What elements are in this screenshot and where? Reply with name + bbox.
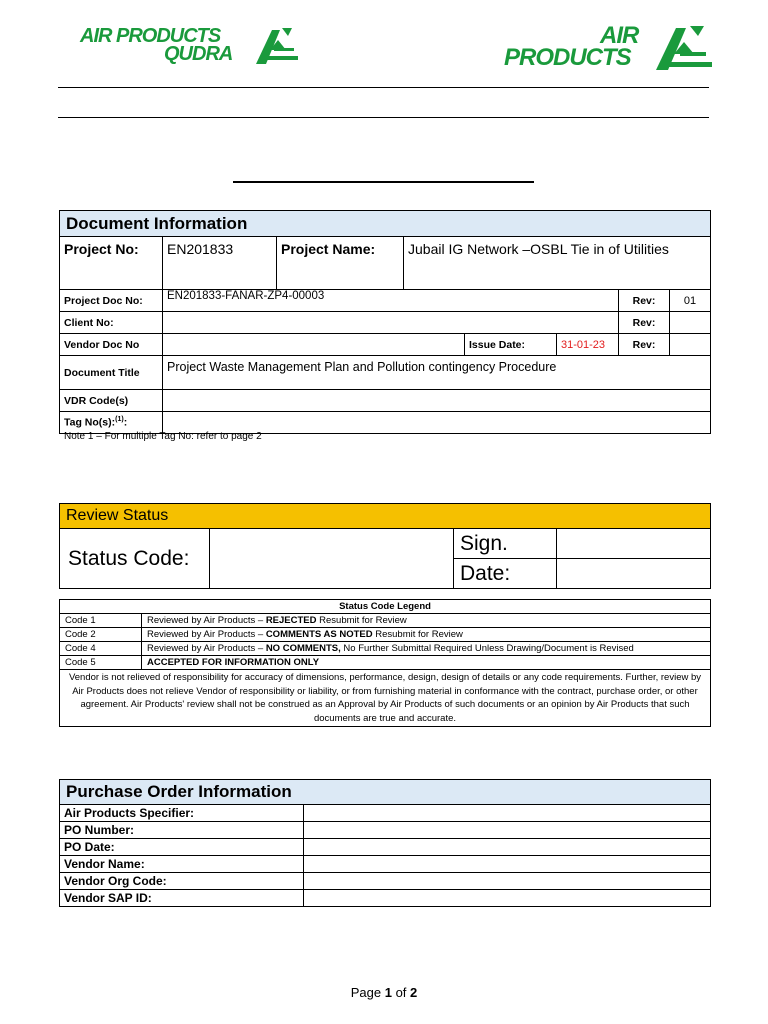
legend-text: Resubmit for Review: [316, 615, 407, 626]
legend-text: Reviewed by Air Products –: [147, 629, 266, 640]
tag-no-footnote-ref: (1): [115, 416, 124, 424]
sign-label: Sign.: [454, 529, 557, 559]
legend-disclaimer: Vendor is not relieved of responsibility for accuracy of dimensions, performance, design, design of details or any code requirements. Further, review by Air Products does not relieve Vendor of responsibility or liability, or from furnishing material in conformance with the contract, purchase order, or other agreement. Air Products' review shall not be construed as an Approval by Air Products of such documents or an opinion by Air Products that such documents are true and accurate.: [60, 670, 711, 727]
tag-note: Note 1 – For multiple Tag No: refer to page 2: [64, 431, 262, 442]
legend-row: [60, 628, 711, 642]
review-status-heading: Review Status: [60, 504, 711, 529]
po-row: [60, 839, 711, 856]
po-value-po-number[interactable]: [304, 822, 711, 839]
status-code-field[interactable]: [210, 529, 454, 589]
logo-right-line1: AIR: [600, 22, 639, 49]
purchase-order-information-table: [59, 779, 711, 907]
client-rev-value: [670, 312, 711, 334]
po-label-vendor-name: Vendor Name:: [60, 856, 304, 873]
air-products-mountain-icon: [252, 26, 300, 66]
legend-status: REJECTED: [265, 615, 317, 626]
vdr-codes-label: VDR Code(s): [60, 390, 163, 412]
project-doc-no-value: EN201833-FANAR-ZP4-00003: [163, 290, 619, 312]
project-no-value: EN201833: [163, 237, 277, 290]
project-name-label: Project Name:: [277, 237, 404, 290]
date-label: Date:: [454, 559, 557, 589]
legend-text: No Further Submittal Required Unless Drawing/Document is Revised: [340, 643, 634, 654]
legend-code: Code 5: [60, 656, 142, 670]
tag-no-label-colon: :: [123, 416, 128, 429]
status-code-label: Status Code:: [60, 529, 210, 589]
status-code-legend-table: [59, 599, 711, 727]
air-products-mountain-icon: [652, 24, 714, 72]
legend-status: ACCEPTED FOR INFORMATION ONLY: [147, 657, 320, 668]
legend-description: [142, 656, 711, 670]
logo-left-line2: QUDRA: [164, 43, 233, 65]
issue-date-value: 31-01-23: [557, 334, 619, 356]
purchase-order-heading: Purchase Order Information: [60, 780, 711, 805]
po-row: [60, 822, 711, 839]
page-footer: [0, 985, 768, 1000]
po-value-vendor-name[interactable]: [304, 856, 711, 873]
page-total: 2: [410, 985, 418, 1000]
po-label-vendor-org-code: Vendor Org Code:: [60, 873, 304, 890]
rev-value: 01: [670, 290, 711, 312]
vdr-codes-value: [163, 390, 711, 412]
po-label-po-number: PO Number:: [60, 822, 304, 839]
client-no-label: Client No:: [60, 312, 163, 334]
document-information-table: [59, 210, 711, 434]
legend-row: [60, 642, 711, 656]
legend-status: COMMENTS AS NOTED: [265, 629, 373, 640]
header-rule-bottom: [58, 117, 709, 118]
client-no-value: [163, 312, 619, 334]
client-rev-label: Rev:: [619, 312, 670, 334]
logo-left-line1: AIR PRODUCTS: [80, 25, 221, 47]
po-label-po-date: PO Date:: [60, 839, 304, 856]
legend-code: Code 4: [60, 642, 142, 656]
vendor-doc-no-label: Vendor Doc No: [60, 334, 163, 356]
review-status-table: [59, 503, 711, 589]
legend-description: [142, 642, 711, 656]
page-word: Page: [350, 985, 385, 1000]
legend-row: [60, 614, 711, 628]
issue-date-label: Issue Date:: [465, 334, 557, 356]
project-no-label: Project No:: [60, 237, 163, 290]
legend-code: Code 1: [60, 614, 142, 628]
of-word: of: [391, 985, 411, 1000]
tag-no-label-text: Tag No(s):: [64, 416, 116, 429]
vendor-doc-no-value: [163, 334, 465, 356]
legend-row: [60, 656, 711, 670]
project-name-value: Jubail IG Network –OSBL Tie in of Utilities: [404, 237, 711, 290]
po-label-vendor-sap-id: Vendor SAP ID:: [60, 890, 304, 907]
legend-title: Status Code Legend: [60, 600, 711, 614]
title-underline: [233, 181, 534, 183]
document-title-label: Document Title: [60, 356, 163, 390]
sign-field[interactable]: [557, 529, 711, 559]
legend-text: Resubmit for Review: [372, 629, 463, 640]
vendor-rev-value: [670, 334, 711, 356]
po-value-vendor-org-code[interactable]: [304, 873, 711, 890]
po-row: [60, 873, 711, 890]
date-field[interactable]: [557, 559, 711, 589]
legend-text: Reviewed by Air Products –: [147, 615, 266, 626]
project-doc-no-label: Project Doc No:: [60, 290, 163, 312]
legend-status: NO COMMENTS,: [265, 643, 341, 654]
document-information-heading: Document Information: [60, 211, 711, 237]
po-value-specifier[interactable]: [304, 805, 711, 822]
vendor-rev-label: Rev:: [619, 334, 670, 356]
po-value-po-date[interactable]: [304, 839, 711, 856]
air-products-logo: [500, 22, 716, 72]
po-row: [60, 805, 711, 822]
legend-code: Code 2: [60, 628, 142, 642]
page-current: 1: [384, 985, 392, 1000]
po-row: [60, 856, 711, 873]
po-row: [60, 890, 711, 907]
legend-description: [142, 628, 711, 642]
document-title-value: Project Waste Management Plan and Pollution contingency Procedure: [163, 356, 711, 390]
header-rule-top: [58, 87, 709, 88]
rev-label: Rev:: [619, 290, 670, 312]
po-value-vendor-sap-id[interactable]: [304, 890, 711, 907]
legend-description: [142, 614, 711, 628]
legend-text: Reviewed by Air Products –: [147, 643, 266, 654]
air-products-qudra-logo: [80, 24, 302, 68]
logo-right-line2: PRODUCTS: [504, 44, 631, 71]
po-label-specifier: Air Products Specifier:: [60, 805, 304, 822]
